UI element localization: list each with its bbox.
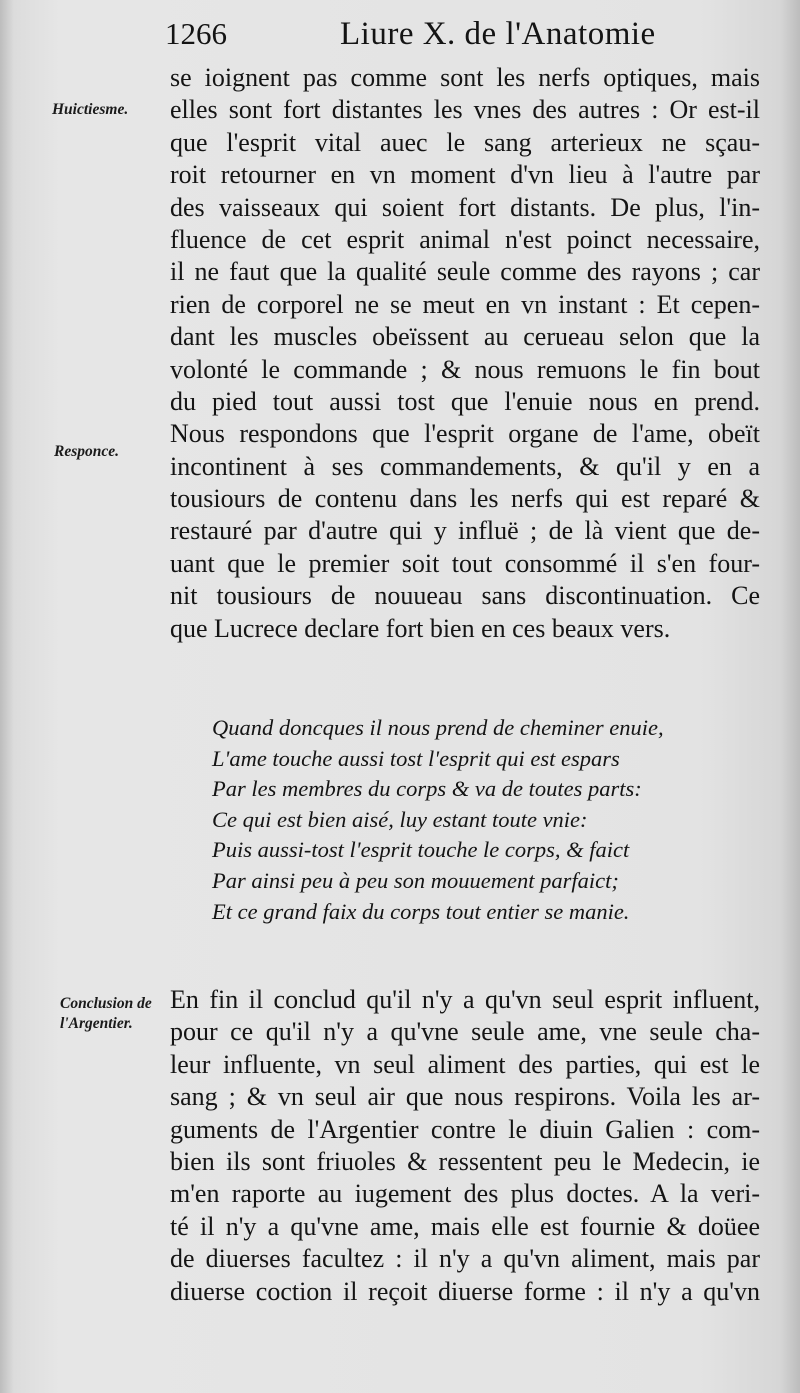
- verse-line: Par les membres du corps & va de toutes parts:: [212, 776, 642, 802]
- margin-note-conclusion-line: Conclusion de: [60, 995, 152, 1012]
- verse-line: Quand doncques il nous prend de cheminer enuie,: [212, 715, 664, 740]
- text-line: volonté le commande ; & nous remuons le fin bout: [170, 354, 760, 384]
- text-line: guments de l'Argentier contre le diuin Galien : com-: [170, 1114, 760, 1144]
- text-line: se ioignent pas comme sont les nerfs optiques, mais: [170, 63, 760, 92]
- text-line: rien de corporel ne se meut en vn instant : Et cepen-: [170, 289, 760, 319]
- text-line: m'en raporte au iugement des plus doctes. A la veri-: [170, 1179, 760, 1209]
- margin-note-conclusion: [60, 994, 152, 1034]
- lucrece-verse: [212, 713, 732, 927]
- text-line: nit tousiours de nouueau sans discontinuation. Ce: [170, 581, 760, 611]
- text-line: té il n'y a qu'vne ame, mais elle est fournie & doüee: [170, 1211, 760, 1241]
- text-line: de diuerses facultez : il n'y a qu'vn aliment, mais par: [170, 1244, 760, 1274]
- text-line: roit retourner en vn moment d'vn lieu à l'autre par: [170, 160, 760, 190]
- text-line: incontinent à ses commandements, & qu'il y en a: [170, 451, 760, 481]
- verse-line: Et ce grand faix du corps tout entier se manie.: [212, 898, 630, 924]
- margin-note-responce: Responce.: [54, 443, 120, 460]
- running-header: [165, 14, 685, 58]
- text-line: dant les muscles obeïssent au cerueau selon que la: [170, 322, 760, 352]
- text-line: fluence de cet esprit animal n'est poinct necessaire,: [170, 224, 760, 254]
- text-line: bien ils sont friuoles & ressentent peu le Medecin, ie: [170, 1146, 760, 1176]
- text-line: diuerse coction il reçoit diuerse forme : il n'y a qu'vn: [170, 1276, 760, 1306]
- verse-line: Par ainsi peu à peu son mouuement parfaict;: [212, 867, 619, 893]
- text-line: restauré par d'autre qui y influë ; de là vient que de-: [170, 516, 760, 546]
- running-title: Liure X. de l'Anatomie: [340, 16, 656, 52]
- paragraph-argument-and-response: [170, 62, 760, 645]
- text-line: Nous respondons que l'esprit organe de l'ame, obeït: [170, 419, 760, 449]
- text-line: elles sont fort distantes les vnes des autres : Or est-il: [170, 95, 760, 125]
- text-line: uant que le premier soit tout consommé il s'en four-: [170, 548, 760, 578]
- text-line: tousiours de contenu dans les nerfs qui est reparé &: [170, 484, 760, 514]
- text-line: leur influente, vn seul aliment des parties, qui est le: [170, 1049, 760, 1079]
- paragraph-conclusion: [170, 984, 760, 1308]
- text-line: sang ; & vn seul air que nous respirons. Voila les ar-: [170, 1082, 760, 1112]
- verse-line: Puis aussi-tost l'esprit touche le corps, & faict: [212, 837, 630, 863]
- margin-note-huictiesme: Huictiesme.: [52, 101, 129, 118]
- page-number: 1266: [165, 16, 227, 51]
- text-line: pour ce qu'il n'y a qu'vne seule ame, vne seule cha-: [170, 1017, 760, 1047]
- text-line: il ne faut que la qualité seule comme des rayons ; car: [170, 257, 760, 287]
- text-line: des vaisseaux qui soient fort distants. De plus, l'in-: [170, 192, 760, 222]
- text-line: En fin il conclud qu'il n'y a qu'vn seul esprit influent,: [170, 985, 760, 1014]
- text-line: du pied tout aussi tost que l'enuie nous en prend.: [170, 386, 760, 416]
- verse-line: Ce qui est bien aisé, luy estant toute vnie:: [212, 806, 588, 832]
- text-line: que Lucrece declare fort bien en ces beaux vers.: [170, 613, 671, 643]
- text-line: que l'esprit vital auec le sang arterieux ne sçau-: [170, 127, 760, 157]
- verse-line: L'ame touche aussi tost l'esprit qui est espars: [212, 745, 620, 771]
- margin-note-conclusion-line: l'Argentier.: [60, 1015, 133, 1032]
